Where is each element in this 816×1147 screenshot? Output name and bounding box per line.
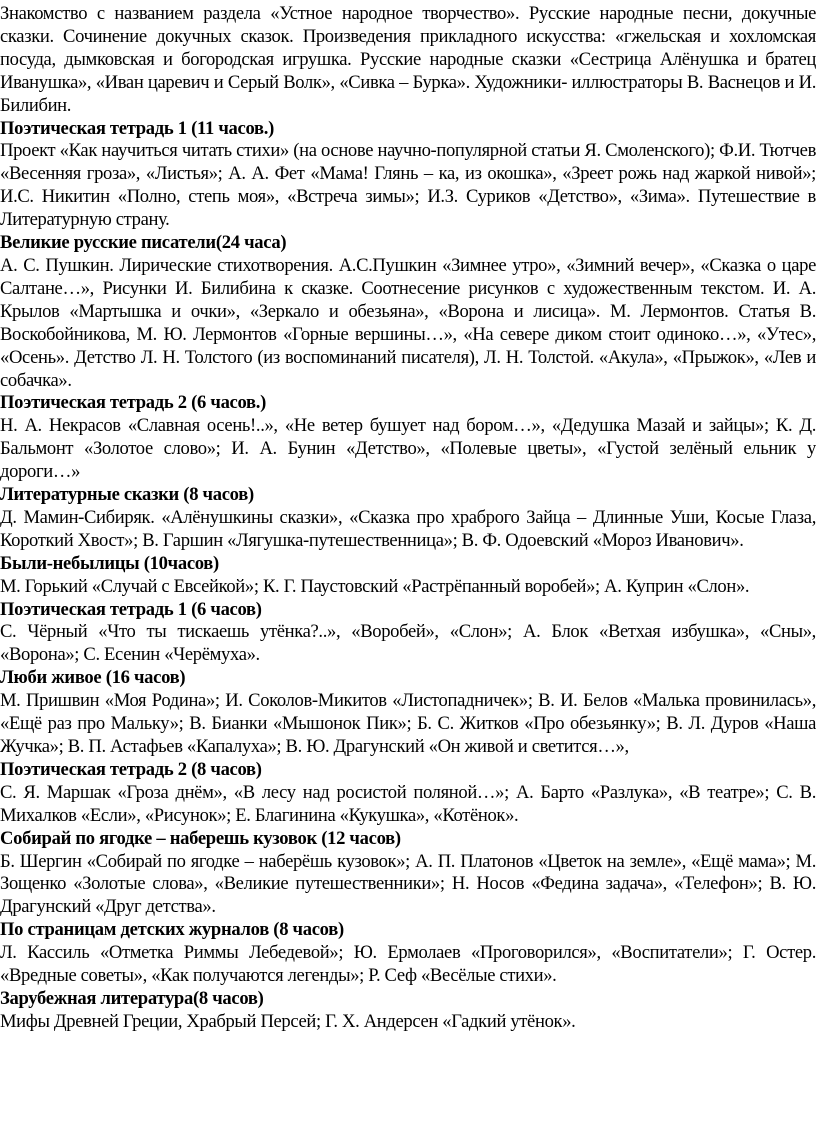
- section-heading-berry-by-berry: Собирай по ягодке – наберешь кузовок (12 часов): [0, 827, 401, 849]
- section-heading-tall-tales: Были-небылицы (10часов): [0, 552, 219, 574]
- section-body-childrens-magazines: Л. Кассиль «Отметка Риммы Лебедевой»; Ю. Ермолаев «Проговорился», «Воспитатели»; Г. Остер. «Вредные советы», «Как получаются легенды»; Р. Сеф «Весёлые стихи».: [0, 942, 816, 987]
- section-body-poetry-notebook-1-11h: Проект «Как научиться читать стихи» (на основе научно-популярной статьи Я. Смоленского); Ф.И. Тютчев «Весенняя гроза», «Листья»; А. А. Фет «Мама! Глянь – ка, из окошка», «Зреет рожь над жаркой нивой»; И.С. Никитин «Полно, степь моя», «Встреча зимы»; И.З. Суриков «Детство», «Зима». Путешествие в Литературную страну.: [0, 140, 816, 231]
- section-body-tall-tales: М. Горький «Случай с Евсейкой»; К. Г. Паустовский «Растрёпанный воробей»; А. Куприн «Слон».: [0, 575, 750, 597]
- section-body-literary-tales: Д. Мамин-Сибиряк. «Алёнушкины сказки», «Сказка про храброго Зайца – Длинные Уши, Косые Глаза, Короткий Хвост»; В. Гаршин «Лягушка-путешественница»; В. Ф. Одоевский «Мороз Иванович».: [0, 506, 816, 551]
- intro-paragraph: Знакомство с названием раздела «Устное народное творчество». Русские народные песни, докучные сказки. Сочинение докучных сказок. Произведения прикладного искусства: «гжельская и хохломская посуда, дымковская и богородская игрушка. Русские народные сказки «Сестрица Алёнушка и братец Иванушка», «Иван царевич и Серый Волк», «Сивка – Бурка». Художники- иллюстраторы В. Васнецов и И. Билибин.: [0, 3, 816, 116]
- section-body-poetry-notebook-1-6h: С. Чёрный «Что ты тискаешь утёнка?..», «Воробей», «Слон»; А. Блок «Ветхая избушка», «Сны», «Ворона»; С. Есенин «Черёмуха».: [0, 621, 816, 666]
- section-heading-poetry-notebook-2-6h: Поэтическая тетрадь 2 (6 часов.): [0, 392, 267, 414]
- section-heading-literary-tales: Литературные сказки (8 часов): [0, 484, 254, 506]
- section-body-foreign-literature: Мифы Древней Греции, Храбрый Персей; Г. Х. Андерсен «Гадкий утёнок».: [0, 1010, 576, 1032]
- section-heading-great-russian-writers: Великие русские писатели(24 часа): [0, 232, 287, 254]
- section-body-love-living: М. Пришвин «Моя Родина»; И. Соколов-Микитов «Листопадничек»; В. И. Белов «Малька провинилась», «Ещё раз про Мальку»; В. Бианки «Мышонок Пик»; Б. С. Житков «Про обезьянку»; В. Л. Дуров «Наша Жучка»; В. П. Астафьев «Капалуха»; В. Ю. Драгунский «Он живой и светится…»,: [0, 690, 816, 757]
- section-body-berry-by-berry: Б. Шергин «Собирай по ягодке – наберёшь кузовок»; А. П. Платонов «Цветок на земле», «Ещё мама»; М. Зощенко «Золотые слова», «Великие путешественники»; Н. Носов «Федина задача», «Телефон»; В. Ю. Драгунский «Друг детства».: [0, 850, 816, 918]
- section-heading-poetry-notebook-1-6h: Поэтическая тетрадь 1 (6 часов): [0, 598, 262, 620]
- section-heading-poetry-notebook-2-8h: Поэтическая тетрадь 2 (8 часов): [0, 758, 262, 780]
- section-heading-poetry-notebook-1-11h: Поэтическая тетрадь 1 (11 часов.): [0, 117, 274, 139]
- section-body-great-russian-writers: А. С. Пушкин. Лирические стихотворения. А.С.Пушкин «Зимнее утро», «Зимний вечер», «Сказка о царе Салтане…», Рисунки И. Билибина к сказке. Соотнесение рисунков с художественным текстом. И. А. Крылов «Мартышка и очки», «Зеркало и обезьяна», «Ворона и лисица». М. Лермонтов. Статья В. Воскобойникова, М. Ю. Лермонтов «Горные вершины…», «На севере диком стоит одиноко…», «Утес», «Осень». Детство Л. Н. Толстого (из воспоминаний писателя), Л. Н. Толстой. «Акула», «Прыжок», «Лев и собачка».: [0, 254, 816, 391]
- section-heading-love-living: Люби живое (16 часов): [0, 667, 186, 689]
- section-heading-foreign-literature: Зарубежная литература(8 часов): [0, 987, 264, 1009]
- section-body-poetry-notebook-2-6h: Н. А. Некрасов «Славная осень!..», «Не ветер бушует над бором…», «Дедушка Мазай и зайцы»; К. Д. Бальмонт «Золотое слово»; И. А. Бунин «Детство», «Полевые цветы», «Густой зелёный ельник у дороги…»: [0, 415, 816, 483]
- section-heading-childrens-magazines: По страницам детских журналов (8 часов): [0, 919, 344, 941]
- section-body-poetry-notebook-2-8h: С. Я. Маршак «Гроза днём», «В лесу над росистой поляной…»; А. Барто «Разлука», «В театре»; С. В. Михалков «Если», «Рисунок»; Е. Благинина «Кукушка», «Котёнок».: [0, 781, 816, 826]
